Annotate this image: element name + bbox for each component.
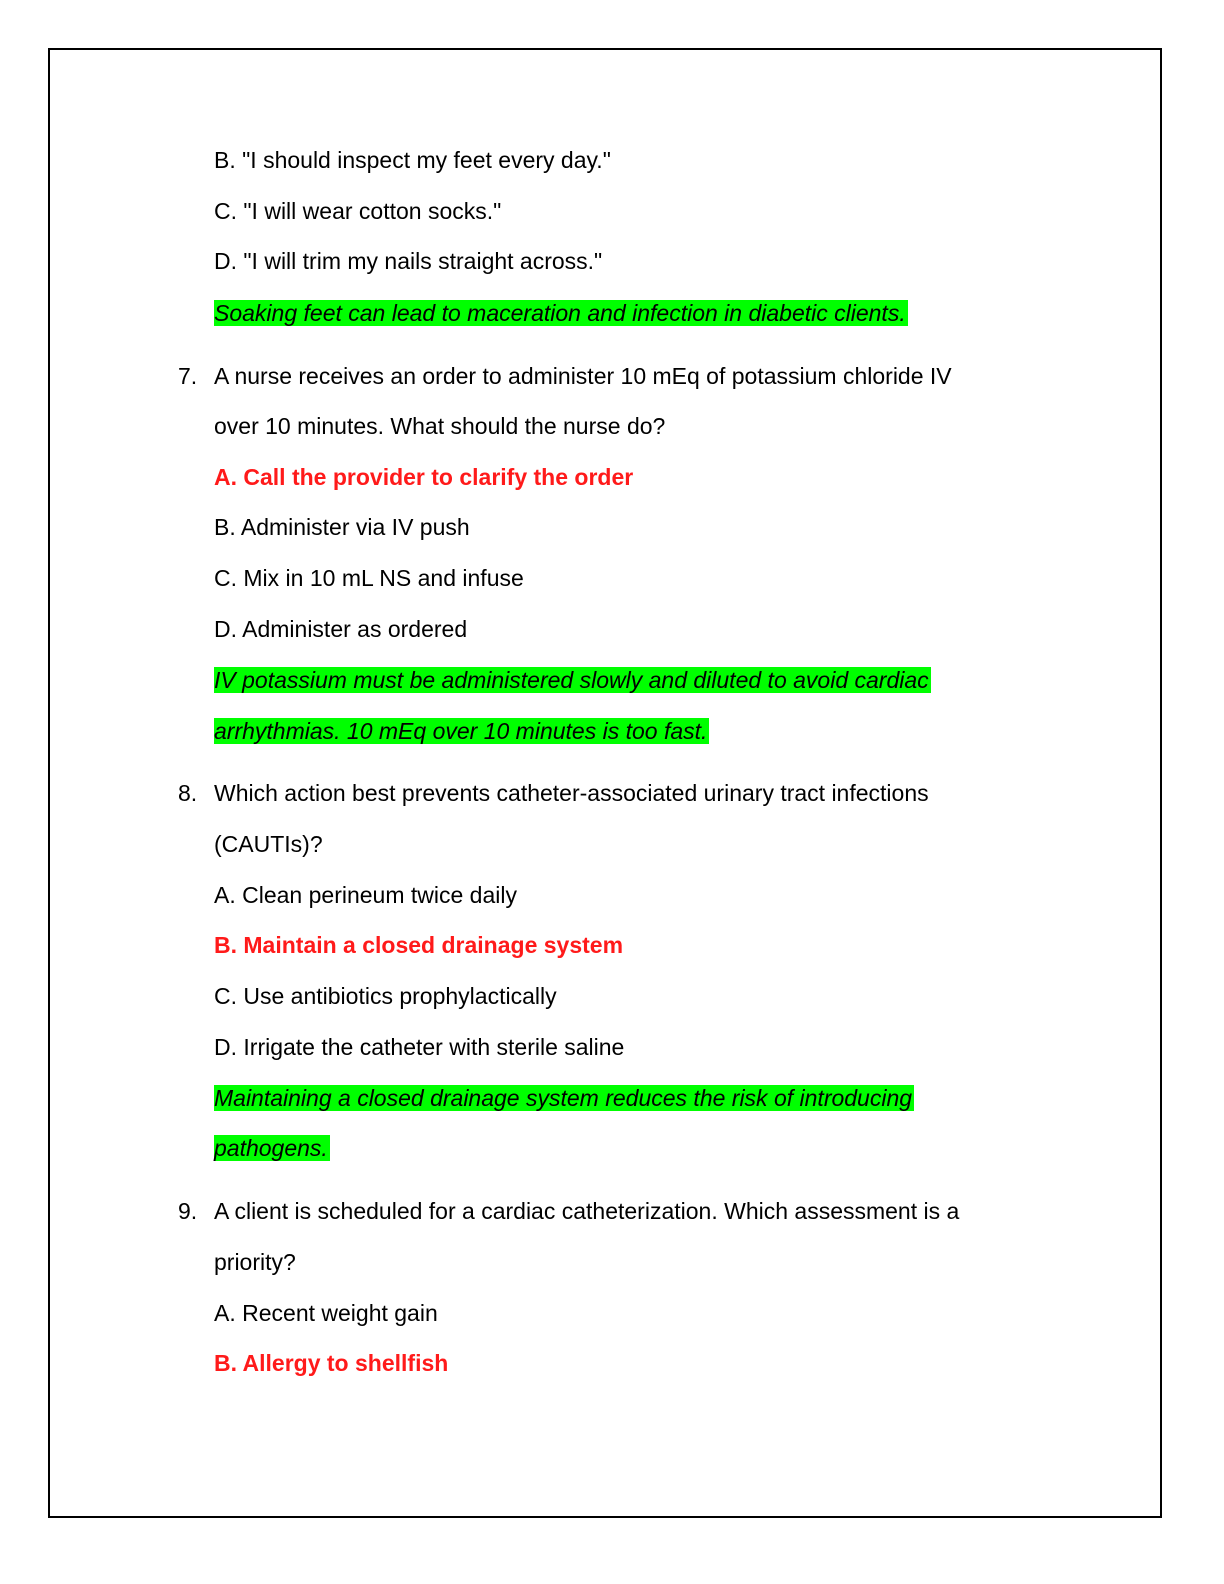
correct-option: B. Maintain a closed drainage system [214,932,624,958]
question-stem: A nurse receives an order to administer 10 mEq of potassium chloride IV [214,363,952,389]
question-number: 9. [178,1198,198,1224]
rationale-line [214,716,709,746]
option-d: D. Irrigate the catheter with sterile saline [214,1034,625,1060]
question-stem: A client is scheduled for a cardiac catheterization. Which assessment is a [214,1198,960,1224]
option-a: A. Recent weight gain [214,1300,438,1326]
option-d: D. "I will trim my nails straight across." [214,248,603,274]
rationale-text: pathogens. [214,1135,328,1161]
rationale-text: Soaking feet can lead to maceration and infection in diabetic clients. [214,300,906,326]
option-c: C. Use antibiotics prophylactically [214,983,557,1009]
rationale-text: IV potassium must be administered slowly and diluted to avoid cardiac [214,667,929,693]
option-b: B. "I should inspect my feet every day." [214,147,611,173]
question-number: 7. [178,363,198,389]
rationale-line [214,298,908,328]
rationale-line [214,1133,330,1163]
rationale-line [214,1083,914,1113]
correct-option: B. Allergy to shellfish [214,1350,449,1376]
option-d: D. Administer as ordered [214,616,468,642]
question-stem: Which action best prevents catheter-associated urinary tract infections [214,780,929,806]
question-stem: (CAUTIs)? [214,831,323,857]
option-a: A. Clean perineum twice daily [214,882,517,908]
option-c: C. "I will wear cotton socks." [214,198,502,224]
rationale-text: arrhythmias. 10 mEq over 10 minutes is too fast. [214,718,708,744]
option-b: B. Administer via IV push [214,514,470,540]
rationale-line [214,665,931,695]
option-c: C. Mix in 10 mL NS and infuse [214,565,524,591]
question-number: 8. [178,780,198,806]
rationale-text: Maintaining a closed drainage system reduces the risk of introducing [214,1085,913,1111]
correct-option: A. Call the provider to clarify the order [214,464,634,490]
question-stem: over 10 minutes. What should the nurse do? [214,413,666,439]
question-stem: priority? [214,1249,296,1275]
